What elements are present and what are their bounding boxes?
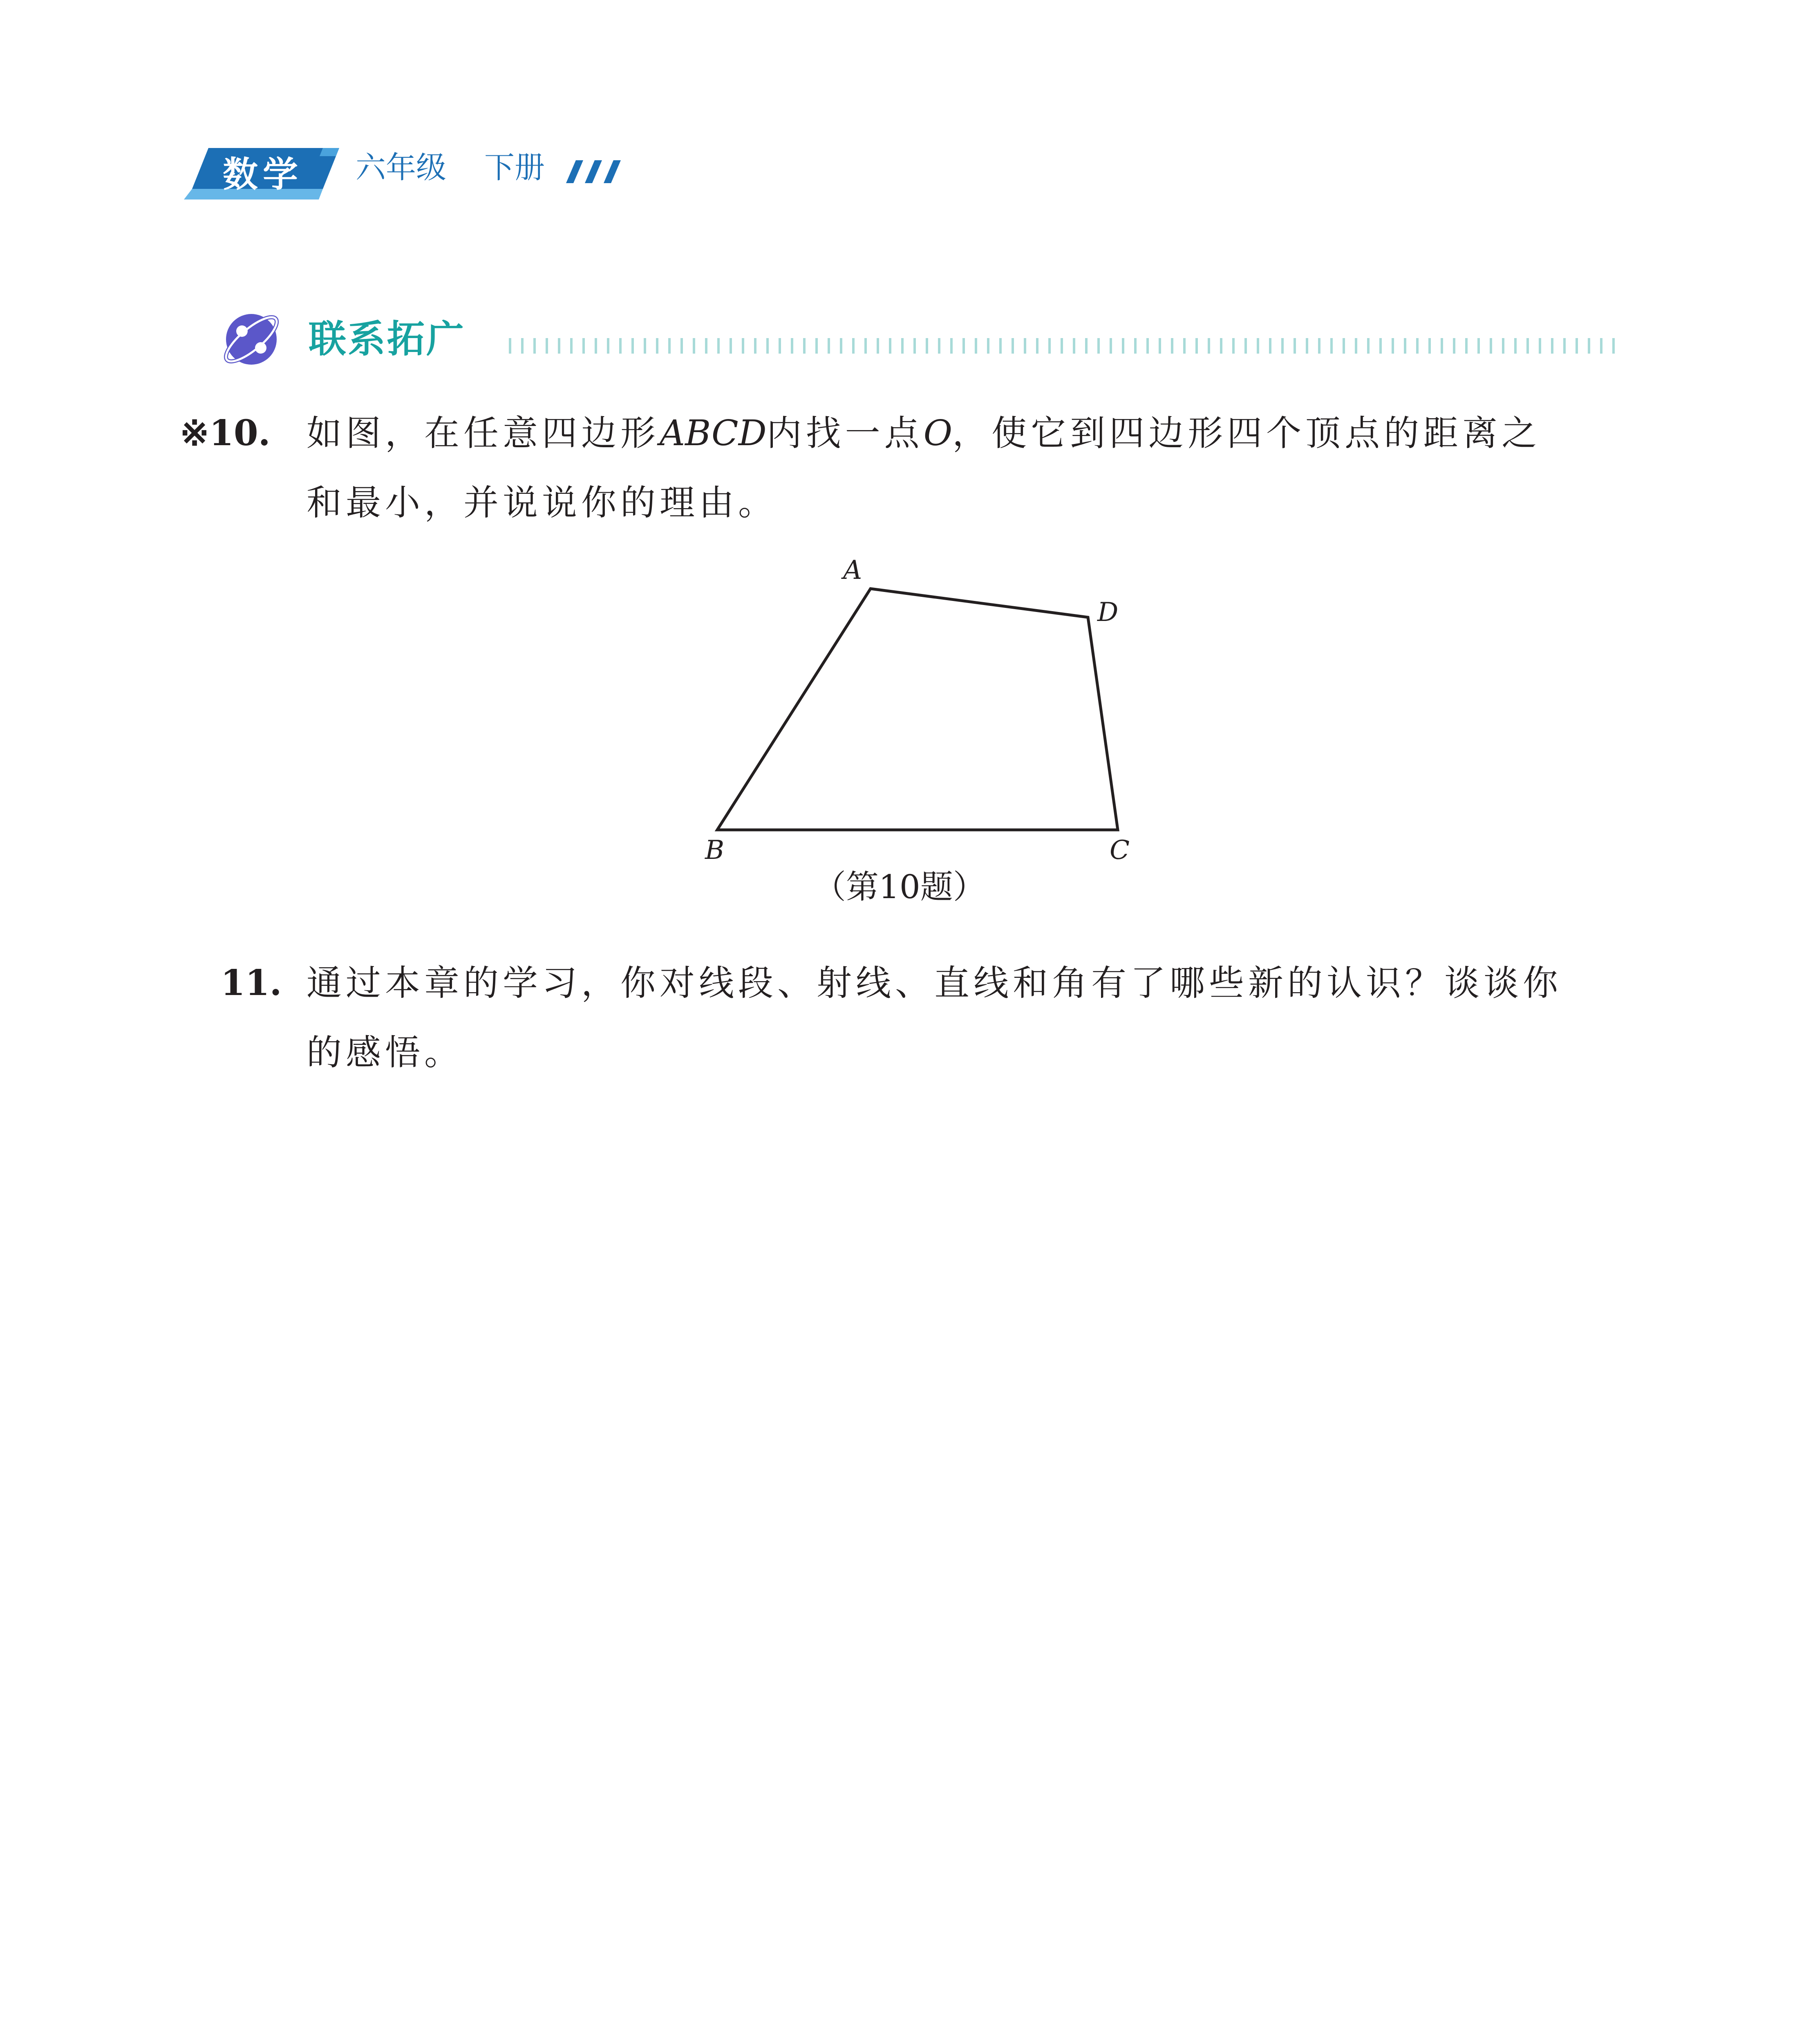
point-variable: O [923,413,953,454]
vertex-label-b: B [705,835,725,865]
section-title: 联系拓广 [309,317,466,361]
volume-label: 下册 [484,150,545,185]
slashes-decoration-icon [566,160,627,185]
section-dotted-rule [509,338,1623,354]
section-heading [221,305,1627,374]
globe-orbit-icon [221,309,282,370]
question-text-line-1 [307,399,1541,468]
question-10 [180,399,1635,546]
subject-label: 数学 [223,154,303,195]
question-11 [221,948,1635,1096]
question-text-segment: 内找一点 [766,413,924,454]
quadrilateral-figure [674,556,1185,924]
question-text-line-2: 和最小，并说说你的理由。 [307,482,777,523]
vertex-label-c: C [1110,835,1130,865]
grade-label: 六年级 [356,150,446,185]
question-text-segment: ，使它到四边形四个顶点的距离之 [952,413,1541,454]
question-text-line-2: 的感悟。 [307,1032,463,1073]
vertex-label-d: D [1097,597,1119,628]
question-number: ※10. [180,412,271,454]
question-number: 11. [221,962,282,1004]
page-header [184,135,674,217]
figure-caption: （第10题） [813,868,986,906]
vertex-label-a: A [843,555,862,585]
quadrilateral-variable: ABCD [660,413,767,454]
question-text-line-1: 通过本章的学习，你对线段、射线、直线和角有了哪些新的认识？谈谈你 [307,963,1562,1004]
question-text-segment: 如图，在任意四边形 [307,413,660,454]
subject-badge [184,143,347,200]
